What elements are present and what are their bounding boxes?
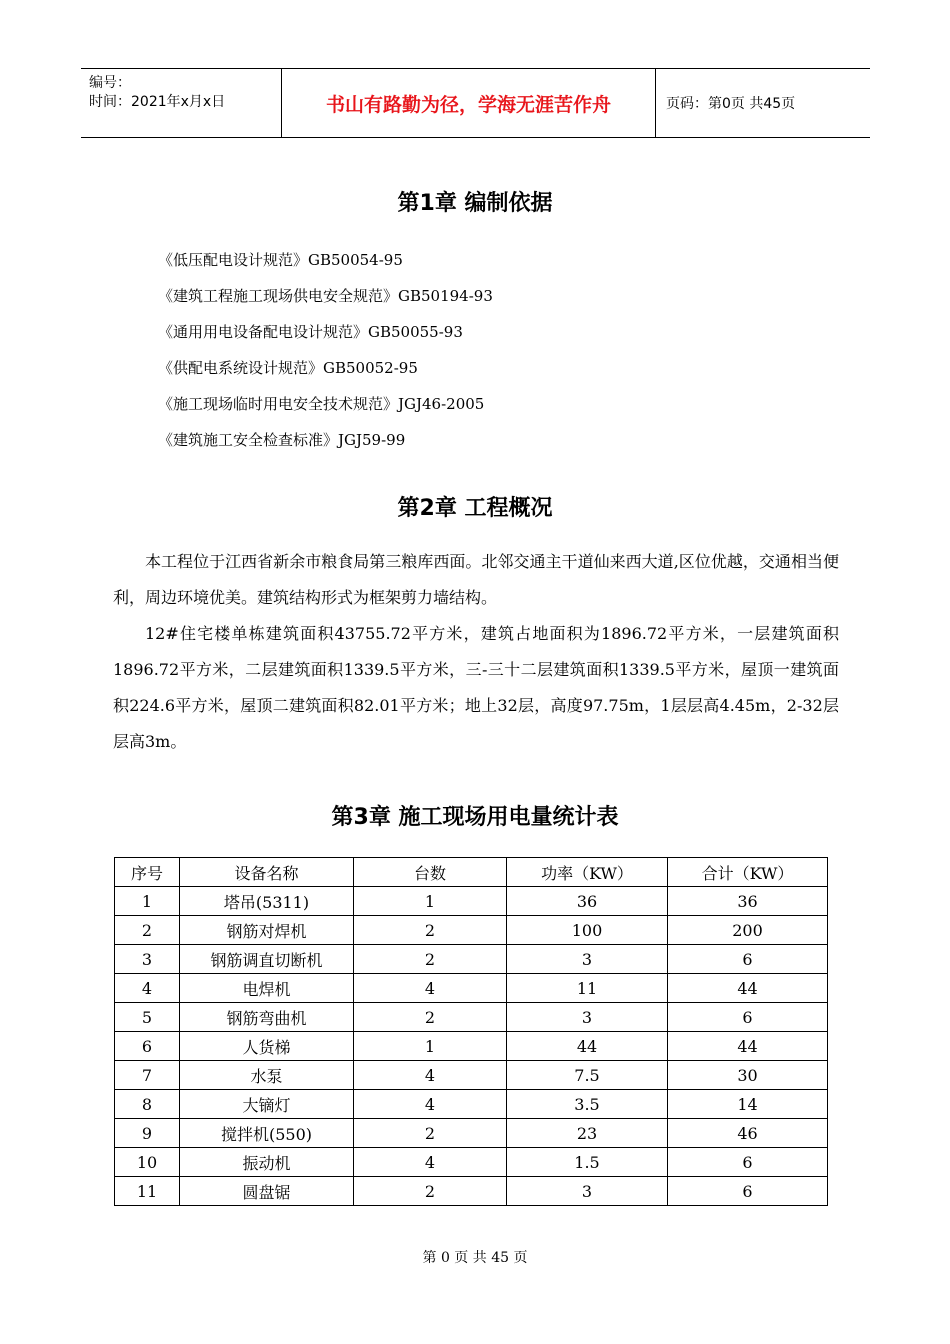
cell-index: 5 [115, 1003, 180, 1032]
cell-quantity: 2 [354, 1119, 507, 1148]
cell-equipment: 振动机 [180, 1148, 354, 1177]
cell-total: 6 [668, 1177, 828, 1206]
cell-index: 2 [115, 916, 180, 945]
reference-item: 《施工现场临时用电安全技术规范》JGJ46-2005 [158, 395, 485, 413]
cell-equipment: 钢筋弯曲机 [180, 1003, 354, 1032]
cell-total: 14 [668, 1090, 828, 1119]
cell-total: 200 [668, 916, 828, 945]
cell-quantity: 4 [354, 974, 507, 1003]
col-header-total: 合计（KW） [668, 858, 828, 887]
cell-index: 8 [115, 1090, 180, 1119]
cell-equipment: 人货梯 [180, 1032, 354, 1061]
cell-total: 6 [668, 945, 828, 974]
cell-total: 30 [668, 1061, 828, 1090]
cell-equipment: 钢筋调直切断机 [180, 945, 354, 974]
cell-equipment: 塔吊(5311) [180, 887, 354, 916]
table-row [115, 945, 828, 974]
table-row [115, 1090, 828, 1119]
cell-equipment: 水泵 [180, 1061, 354, 1090]
cell-index: 9 [115, 1119, 180, 1148]
table-row [115, 1119, 828, 1148]
chapter-1-title: 第1章 编制依据 [397, 191, 553, 216]
table-row [115, 974, 828, 1003]
header-meta [81, 69, 281, 137]
chapter-2-title: 第2章 工程概况 [397, 496, 553, 521]
reference-item: 《建筑施工安全检查标准》JGJ59-99 [158, 431, 406, 449]
reference-item: 《低压配电设计规范》GB50054-95 [158, 251, 403, 269]
cell-quantity: 1 [354, 1032, 507, 1061]
cell-equipment: 电焊机 [180, 974, 354, 1003]
reference-list [158, 248, 493, 464]
cell-power: 3.5 [507, 1090, 668, 1119]
cell-quantity: 2 [354, 916, 507, 945]
document-date: 时间：2021年x月x日 [89, 94, 226, 110]
cell-power: 3 [507, 945, 668, 974]
cell-index: 4 [115, 974, 180, 1003]
table-row [115, 916, 828, 945]
reference-item: 《供配电系统设计规范》GB50052-95 [158, 359, 418, 377]
page-footer: 第 0 页 共 45 页 [422, 1250, 528, 1266]
cell-quantity: 4 [354, 1148, 507, 1177]
cell-index: 3 [115, 945, 180, 974]
document-header [81, 68, 870, 138]
col-header-index: 序号 [115, 858, 180, 887]
table-row [115, 1032, 828, 1061]
chapter-3-title: 第3章 施工现场用电量统计表 [331, 805, 619, 830]
project-overview [113, 544, 839, 760]
cell-total: 44 [668, 1032, 828, 1061]
document-number-label: 编号： [89, 75, 131, 91]
cell-quantity: 2 [354, 1177, 507, 1206]
col-header-quantity: 台数 [354, 858, 507, 887]
cell-index: 10 [115, 1148, 180, 1177]
cell-power: 36 [507, 887, 668, 916]
cell-power: 11 [507, 974, 668, 1003]
cell-equipment: 圆盘锯 [180, 1177, 354, 1206]
cell-quantity: 4 [354, 1061, 507, 1090]
cell-equipment: 钢筋对焊机 [180, 916, 354, 945]
power-usage-table [114, 857, 828, 1206]
reference-item: 《通用用电设备配电设计规范》GB50055-93 [158, 323, 463, 341]
cell-power: 3 [507, 1003, 668, 1032]
cell-power: 3 [507, 1177, 668, 1206]
cell-power: 100 [507, 916, 668, 945]
cell-equipment: 大镝灯 [180, 1090, 354, 1119]
table-row [115, 1061, 828, 1090]
cell-quantity: 2 [354, 945, 507, 974]
cell-index: 1 [115, 887, 180, 916]
table-row [115, 887, 828, 916]
overview-paragraph-location: 本工程位于江西省新余市粮食局第三粮库西面。北邻交通主干道仙来西大道,区位优越，交通相当便利，周边环境优美。建筑结构形式为框架剪力墙结构。 [113, 552, 839, 607]
cell-total: 6 [668, 1003, 828, 1032]
header-page-info: 页码：第0页 共45页 [666, 96, 796, 112]
overview-paragraph-areas: 12#住宅楼单栋建筑面积43755.72平方米，建筑占地面积为1896.72平方米，一层建筑面积1896.72平方米，二层建筑面积1339.5平方米，三-三十二层建筑面积1339.5平方米，屋顶一建筑面积224.6平方米，屋顶二建筑面积82.01平方米；地上32层，高度97.75m，1层层高4.45m，2-32层层高3m。 [113, 624, 839, 751]
cell-power: 23 [507, 1119, 668, 1148]
cell-total: 6 [668, 1148, 828, 1177]
cell-quantity: 2 [354, 1003, 507, 1032]
cell-equipment: 搅拌机(550) [180, 1119, 354, 1148]
cell-index: 6 [115, 1032, 180, 1061]
cell-index: 7 [115, 1061, 180, 1090]
table-header-row [115, 858, 828, 887]
cell-quantity: 1 [354, 887, 507, 916]
col-header-equipment: 设备名称 [180, 858, 354, 887]
cell-power: 7.5 [507, 1061, 668, 1090]
cell-quantity: 4 [354, 1090, 507, 1119]
table-row [115, 1148, 828, 1177]
table-row [115, 1177, 828, 1206]
cell-total: 46 [668, 1119, 828, 1148]
col-header-power: 功率（KW） [507, 858, 668, 887]
cell-index: 11 [115, 1177, 180, 1206]
cell-total: 36 [668, 887, 828, 916]
reference-item: 《建筑工程施工现场供电安全规范》GB50194-93 [158, 287, 493, 305]
table-row [115, 1003, 828, 1032]
cell-total: 44 [668, 974, 828, 1003]
cell-power: 1.5 [507, 1148, 668, 1177]
cell-power: 44 [507, 1032, 668, 1061]
header-motto: 书山有路勤为径，学海无涯苦作舟 [281, 69, 656, 137]
